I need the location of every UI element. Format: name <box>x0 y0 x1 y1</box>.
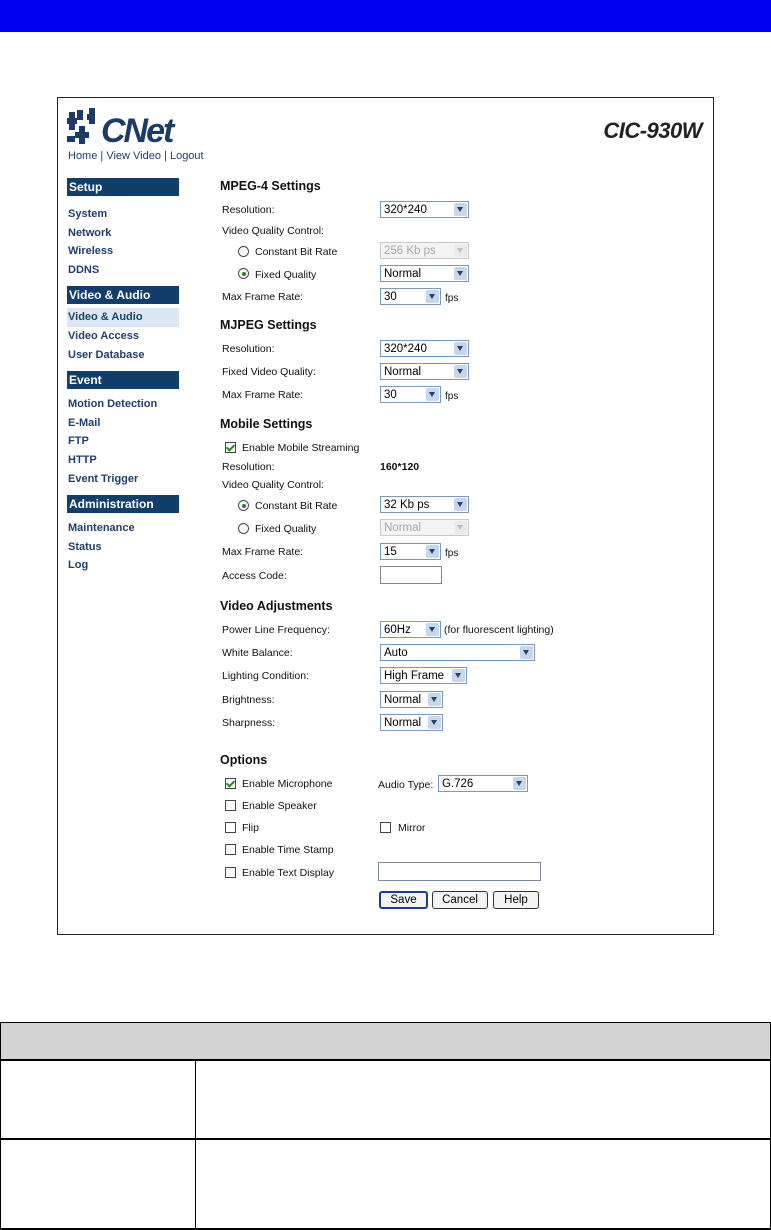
mirror-label: Mirror <box>398 822 426 834</box>
power-line-frequency-label: Power Line Frequency: <box>222 624 330 636</box>
mpeg4-fps-label: Max Frame Rate: <box>222 291 304 303</box>
video-adjustments-section-title: Video Adjustments <box>220 599 333 613</box>
enable-time-stamp-label: Enable Time Stamp <box>242 844 334 856</box>
table-row <box>0 1060 771 1140</box>
sidebar-heading-setup: Setup <box>67 178 179 196</box>
access-code-label: Access Code: <box>222 570 287 582</box>
brightness-select[interactable]: Normal <box>380 691 443 708</box>
sidebar-item-email[interactable]: E-Mail <box>68 416 101 429</box>
sidebar-item-network[interactable]: Network <box>68 226 112 239</box>
mpeg4-fps-unit: fps <box>445 293 459 304</box>
home-link[interactable]: Home <box>68 150 98 162</box>
sidebar-item-status[interactable]: Status <box>68 540 102 553</box>
sidebar-item-event-trigger[interactable]: Event Trigger <box>68 472 139 485</box>
brightness-label: Brightness: <box>222 694 275 706</box>
camera-settings-window <box>57 97 714 935</box>
view-video-link[interactable]: View Video <box>106 150 161 162</box>
power-line-frequency-select[interactable]: 60Hz <box>380 621 441 638</box>
sidebar-item-video-access[interactable]: Video Access <box>68 329 139 342</box>
mirror-checkbox[interactable] <box>380 822 391 833</box>
chevron-down-icon <box>454 342 467 355</box>
sidebar-item-motion-detection[interactable]: Motion Detection <box>68 398 158 411</box>
sidebar-item-ddns[interactable]: DDNS <box>68 263 100 276</box>
sharpness-select[interactable]: Normal <box>380 714 443 731</box>
audio-type-label: Audio Type: <box>378 779 434 791</box>
enable-speaker-label: Enable Speaker <box>242 800 317 812</box>
mobile-fixed-quality-select[interactable]: Normal <box>380 519 469 536</box>
mpeg4-fps-select[interactable]: 30 <box>380 288 441 305</box>
chevron-down-icon <box>426 290 439 303</box>
column-divider <box>195 1060 196 1138</box>
lighting-condition-select[interactable]: High Frame <box>380 667 467 684</box>
mobile-section-title: Mobile Settings <box>220 417 313 431</box>
sidebar-heading-administration: Administration <box>67 495 179 513</box>
mobile-fixed-quality-radio[interactable] <box>238 523 249 534</box>
nav-separator: | <box>100 150 104 162</box>
cnet-logo <box>65 106 200 150</box>
sidebar <box>67 178 179 575</box>
options-section-title: Options <box>220 753 268 767</box>
sharpness-label: Sharpness: <box>222 717 276 729</box>
power-line-frequency-note: (for fluorescent lighting) <box>444 624 554 636</box>
mjpeg-quality-label: Fixed Video Quality: <box>222 366 316 378</box>
mjpeg-fps-label: Max Frame Rate: <box>222 389 304 401</box>
sidebar-item-video-audio[interactable]: Video & Audio <box>67 308 179 327</box>
flip-label: Flip <box>242 822 259 834</box>
save-button[interactable]: Save <box>379 891 428 909</box>
sidebar-item-http[interactable]: HTTP <box>68 453 97 466</box>
chevron-down-icon <box>513 777 526 790</box>
white-balance-label: White Balance: <box>222 647 293 659</box>
sidebar-heading-video-audio: Video & Audio <box>67 286 179 304</box>
chevron-down-icon <box>426 545 439 558</box>
mobile-cbr-radio[interactable] <box>238 500 249 511</box>
mobile-fps-select[interactable]: 15 <box>380 543 441 560</box>
mjpeg-fps-select[interactable]: 30 <box>380 386 441 403</box>
table-header <box>0 1022 771 1061</box>
mobile-fps-unit: fps <box>445 548 459 559</box>
enable-speaker-checkbox[interactable] <box>225 800 236 811</box>
mobile-vqc-label: Video Quality Control: <box>222 479 324 491</box>
audio-type-select[interactable]: G.726 <box>438 775 528 792</box>
nav-separator: | <box>164 150 167 162</box>
chevron-down-icon <box>428 693 441 706</box>
access-code-input[interactable] <box>380 566 442 584</box>
chevron-down-icon <box>454 498 467 511</box>
mjpeg-fps-unit: fps <box>445 391 459 402</box>
mobile-resolution-label: Resolution: <box>222 461 275 473</box>
mpeg4-vqc-label: Video Quality Control: <box>222 225 324 237</box>
cancel-button[interactable]: Cancel <box>432 891 488 909</box>
sidebar-item-user-database[interactable]: User Database <box>68 348 145 361</box>
top-nav <box>68 150 204 162</box>
text-display-input[interactable] <box>378 862 541 881</box>
lighting-condition-label: Lighting Condition: <box>222 670 309 682</box>
mpeg4-cbr-select[interactable]: 256 Kb ps <box>380 242 469 259</box>
mobile-resolution-value: 160*120 <box>380 461 420 473</box>
sidebar-item-ftp[interactable]: FTP <box>68 435 89 448</box>
help-button[interactable]: Help <box>493 891 539 909</box>
table-row <box>0 1140 771 1230</box>
mjpeg-quality-select[interactable]: Normal <box>380 363 469 380</box>
model-title: CIC-930W <box>603 118 702 143</box>
enable-text-display-label: Enable Text Display <box>242 867 335 879</box>
enable-microphone-checkbox[interactable] <box>225 778 236 789</box>
mpeg4-cbr-label: Constant Bit Rate <box>255 246 338 258</box>
mobile-cbr-label: Constant Bit Rate <box>255 500 338 512</box>
chevron-down-icon <box>426 623 439 636</box>
sidebar-heading-event: Event <box>67 371 179 389</box>
chevron-down-icon <box>426 388 439 401</box>
mpeg4-cbr-radio[interactable] <box>238 246 249 257</box>
mpeg4-fixed-quality-radio[interactable] <box>238 268 249 279</box>
white-balance-select[interactable]: Auto <box>380 644 535 661</box>
enable-microphone-label: Enable Microphone <box>242 778 333 790</box>
column-divider <box>195 1140 196 1228</box>
enable-time-stamp-checkbox[interactable] <box>225 844 236 855</box>
mjpeg-resolution-select[interactable]: 320*240 <box>380 340 469 357</box>
logout-link[interactable]: Logout <box>169 150 204 162</box>
chevron-down-icon <box>454 365 467 378</box>
mpeg4-resolution-label: Resolution: <box>222 204 275 216</box>
chevron-down-icon <box>454 267 467 280</box>
enable-mobile-streaming-label: Enable Mobile Streaming <box>242 442 360 454</box>
chevron-down-icon <box>520 646 533 659</box>
mobile-fps-label: Max Frame Rate: <box>222 546 304 558</box>
sidebar-item-maintenance[interactable]: Maintenance <box>68 522 135 535</box>
sidebar-item-system[interactable]: System <box>68 208 108 220</box>
mobile-fixed-quality-label: Fixed Quality <box>255 523 317 535</box>
svg-text:CNet: CNet <box>101 112 173 150</box>
mpeg4-section-title: MPEG-4 Settings <box>220 179 321 193</box>
mpeg4-resolution-select[interactable]: 320*240 <box>380 201 469 218</box>
chevron-down-icon <box>454 521 467 534</box>
chevron-down-icon <box>452 669 465 682</box>
enable-mobile-streaming-checkbox[interactable] <box>225 442 236 453</box>
flip-checkbox[interactable] <box>225 822 236 833</box>
chevron-down-icon <box>454 203 467 216</box>
mjpeg-resolution-label: Resolution: <box>222 343 275 355</box>
top-blue-bar <box>0 0 771 32</box>
chevron-down-icon <box>428 716 441 729</box>
mobile-cbr-select[interactable]: 32 Kb ps <box>380 496 469 513</box>
mjpeg-section-title: MJPEG Settings <box>220 318 317 332</box>
mpeg4-fixed-quality-label: Fixed Quality <box>255 269 317 281</box>
enable-text-display-checkbox[interactable] <box>225 867 236 878</box>
mpeg4-fixed-quality-select[interactable]: Normal <box>380 265 469 282</box>
sidebar-item-log[interactable]: Log <box>68 559 89 572</box>
chevron-down-icon <box>454 244 467 257</box>
sidebar-item-wireless[interactable]: Wireless <box>68 245 114 258</box>
